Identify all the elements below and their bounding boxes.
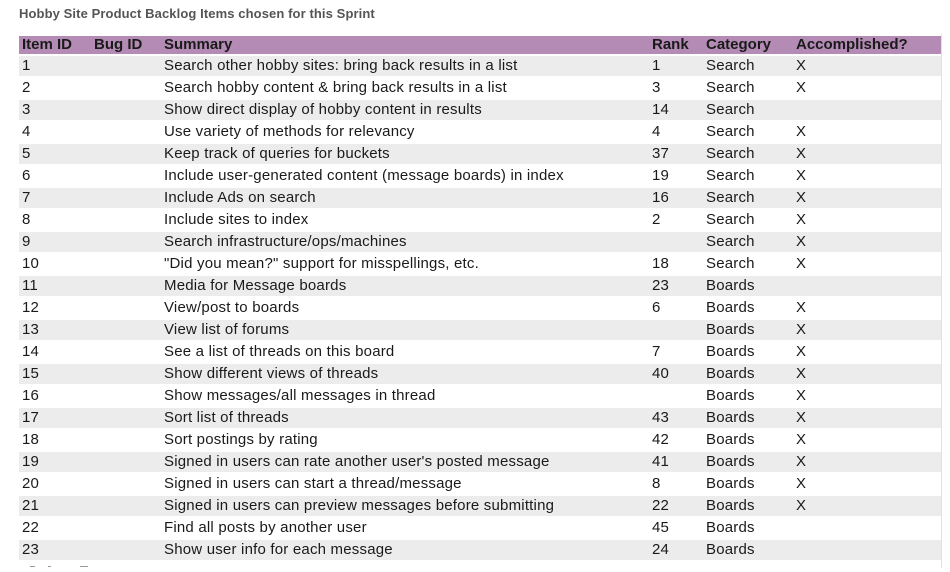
cell-bug-id <box>91 166 161 186</box>
cell-accomplished: X <box>793 78 941 98</box>
header-summary: Summary <box>161 36 649 54</box>
cell-category: Search <box>703 188 793 208</box>
cell-category: Search <box>703 210 793 230</box>
cell-bug-id <box>91 540 161 560</box>
cell-item-id: 6 <box>19 166 91 186</box>
table-row <box>19 100 941 120</box>
cell-bug-id <box>91 56 161 76</box>
table-row <box>19 298 941 318</box>
cell-category: Boards <box>703 452 793 472</box>
page-title: Hobby Site Product Backlog Items chosen for this Sprint <box>19 6 375 21</box>
cell-rank: 8 <box>649 474 703 494</box>
cell-rank: 23 <box>649 276 703 296</box>
cell-item-id: 23 <box>19 540 91 560</box>
cell-accomplished: X <box>793 122 941 142</box>
table-row <box>19 430 941 450</box>
cell-rank: 45 <box>649 518 703 538</box>
cell-rank: 2 <box>649 210 703 230</box>
cell-rank: 19 <box>649 166 703 186</box>
table-row <box>19 78 941 98</box>
cell-category: Boards <box>703 408 793 428</box>
cell-bug-id <box>91 210 161 230</box>
cell-summary: Signed in users can preview messages before submitting <box>161 496 649 516</box>
cell-bug-id <box>91 232 161 252</box>
cell-accomplished <box>793 540 941 560</box>
cell-category: Boards <box>703 474 793 494</box>
cell-bug-id <box>91 452 161 472</box>
cell-bug-id <box>91 342 161 362</box>
cell-item-id: 9 <box>19 232 91 252</box>
cell-category: Search <box>703 232 793 252</box>
cell-rank <box>649 386 703 406</box>
table-row <box>19 364 941 384</box>
table-row <box>19 276 941 296</box>
cell-summary: Show messages/all messages in thread <box>161 386 649 406</box>
cell-summary: Find all posts by another user <box>161 518 649 538</box>
header-bug-id: Bug ID <box>91 36 161 54</box>
cell-rank: 22 <box>649 496 703 516</box>
cell-item-id: 22 <box>19 518 91 538</box>
cell-item-id: 4 <box>19 122 91 142</box>
footer-marks <box>30 566 120 568</box>
cell-summary: Show direct display of hobby content in results <box>161 100 649 120</box>
table-row <box>19 166 941 186</box>
header-item-id: Item ID <box>19 36 91 54</box>
cell-bug-id <box>91 122 161 142</box>
cell-item-id: 13 <box>19 320 91 340</box>
cell-accomplished: X <box>793 210 941 230</box>
cell-rank: 43 <box>649 408 703 428</box>
cell-category: Search <box>703 254 793 274</box>
cell-rank: 40 <box>649 364 703 384</box>
table-row <box>19 56 941 76</box>
cell-bug-id <box>91 408 161 428</box>
table-row <box>19 474 941 494</box>
cell-summary: Sort list of threads <box>161 408 649 428</box>
cell-item-id: 11 <box>19 276 91 296</box>
table-row <box>19 254 941 274</box>
cell-category: Search <box>703 56 793 76</box>
cell-summary: View list of forums <box>161 320 649 340</box>
cell-summary: Search infrastructure/ops/machines <box>161 232 649 252</box>
cell-category: Boards <box>703 298 793 318</box>
cell-accomplished: X <box>793 254 941 274</box>
cell-item-id: 2 <box>19 78 91 98</box>
cell-summary: See a list of threads on this board <box>161 342 649 362</box>
cell-accomplished: X <box>793 320 941 340</box>
cell-summary: Sort postings by rating <box>161 430 649 450</box>
cell-rank: 1 <box>649 56 703 76</box>
cell-item-id: 3 <box>19 100 91 120</box>
cell-item-id: 5 <box>19 144 91 164</box>
cell-summary: Signed in users can rate another user's posted message <box>161 452 649 472</box>
cell-item-id: 20 <box>19 474 91 494</box>
table-row <box>19 232 941 252</box>
cell-category: Boards <box>703 430 793 450</box>
cell-bug-id <box>91 430 161 450</box>
right-divider <box>941 34 942 568</box>
cell-bug-id <box>91 320 161 340</box>
table-row <box>19 320 941 340</box>
cell-rank: 6 <box>649 298 703 318</box>
cell-item-id: 8 <box>19 210 91 230</box>
cell-category: Boards <box>703 386 793 406</box>
cell-rank: 42 <box>649 430 703 450</box>
cell-category: Boards <box>703 496 793 516</box>
cell-item-id: 15 <box>19 364 91 384</box>
cell-category: Search <box>703 78 793 98</box>
header-category: Category <box>703 36 793 54</box>
cell-bug-id <box>91 254 161 274</box>
cell-item-id: 7 <box>19 188 91 208</box>
cell-accomplished: X <box>793 342 941 362</box>
cell-bug-id <box>91 78 161 98</box>
cell-category: Search <box>703 122 793 142</box>
cell-accomplished <box>793 518 941 538</box>
cell-accomplished: X <box>793 430 941 450</box>
cell-summary: Signed in users can start a thread/message <box>161 474 649 494</box>
cell-summary: Keep track of queries for buckets <box>161 144 649 164</box>
cell-bug-id <box>91 298 161 318</box>
cell-item-id: 10 <box>19 254 91 274</box>
table-row <box>19 342 941 362</box>
cell-summary: Use variety of methods for relevancy <box>161 122 649 142</box>
table-row <box>19 188 941 208</box>
cell-rank: 4 <box>649 122 703 142</box>
cell-rank: 7 <box>649 342 703 362</box>
cell-rank: 41 <box>649 452 703 472</box>
cell-rank: 37 <box>649 144 703 164</box>
cell-category: Boards <box>703 518 793 538</box>
cell-item-id: 14 <box>19 342 91 362</box>
cell-category: Search <box>703 100 793 120</box>
cell-item-id: 12 <box>19 298 91 318</box>
cell-bug-id <box>91 386 161 406</box>
cell-item-id: 19 <box>19 452 91 472</box>
cell-accomplished: X <box>793 188 941 208</box>
cell-category: Boards <box>703 320 793 340</box>
cell-accomplished <box>793 100 941 120</box>
table-row <box>19 386 941 406</box>
table-row <box>19 496 941 516</box>
cell-accomplished: X <box>793 144 941 164</box>
cell-bug-id <box>91 474 161 494</box>
cell-category: Boards <box>703 276 793 296</box>
cell-category: Boards <box>703 540 793 560</box>
cell-accomplished: X <box>793 474 941 494</box>
cell-item-id: 16 <box>19 386 91 406</box>
cell-rank: 18 <box>649 254 703 274</box>
cell-accomplished: X <box>793 386 941 406</box>
cell-category: Search <box>703 166 793 186</box>
cell-summary: Show different views of threads <box>161 364 649 384</box>
cell-category: Search <box>703 144 793 164</box>
cell-accomplished: X <box>793 452 941 472</box>
cell-item-id: 1 <box>19 56 91 76</box>
cell-accomplished: X <box>793 298 941 318</box>
header-accomplished: Accomplished? <box>793 36 941 54</box>
header-row <box>19 36 941 54</box>
cell-accomplished: X <box>793 56 941 76</box>
cell-item-id: 17 <box>19 408 91 428</box>
table-row <box>19 540 941 560</box>
cell-bug-id <box>91 144 161 164</box>
cell-summary: View/post to boards <box>161 298 649 318</box>
cell-item-id: 18 <box>19 430 91 450</box>
cell-accomplished: X <box>793 364 941 384</box>
table-row <box>19 452 941 472</box>
table-row <box>19 408 941 428</box>
cell-bug-id <box>91 518 161 538</box>
cell-summary: Include user-generated content (message boards) in index <box>161 166 649 186</box>
cell-category: Boards <box>703 342 793 362</box>
cell-rank <box>649 232 703 252</box>
cell-summary: Search other hobby sites: bring back results in a list <box>161 56 649 76</box>
cell-rank: 16 <box>649 188 703 208</box>
cell-summary: Include sites to index <box>161 210 649 230</box>
table-row <box>19 144 941 164</box>
cell-summary: "Did you mean?" support for misspellings, etc. <box>161 254 649 274</box>
cell-bug-id <box>91 188 161 208</box>
cell-accomplished: X <box>793 232 941 252</box>
cell-rank: 14 <box>649 100 703 120</box>
cell-rank: 3 <box>649 78 703 98</box>
cell-rank: 24 <box>649 540 703 560</box>
cell-rank <box>649 320 703 340</box>
cell-item-id: 21 <box>19 496 91 516</box>
cell-accomplished: X <box>793 166 941 186</box>
cell-summary: Include Ads on search <box>161 188 649 208</box>
cell-bug-id <box>91 100 161 120</box>
table-row <box>19 210 941 230</box>
cell-accomplished: X <box>793 408 941 428</box>
cell-accomplished: X <box>793 496 941 516</box>
header-rank: Rank <box>649 36 703 54</box>
cell-bug-id <box>91 496 161 516</box>
cell-category: Boards <box>703 364 793 384</box>
cell-bug-id <box>91 276 161 296</box>
cell-accomplished <box>793 276 941 296</box>
table-row <box>19 518 941 538</box>
backlog-table <box>19 34 941 562</box>
cell-summary: Media for Message boards <box>161 276 649 296</box>
cell-summary: Search hobby content & bring back results in a list <box>161 78 649 98</box>
table-row <box>19 122 941 142</box>
cell-summary: Show user info for each message <box>161 540 649 560</box>
cell-bug-id <box>91 364 161 384</box>
